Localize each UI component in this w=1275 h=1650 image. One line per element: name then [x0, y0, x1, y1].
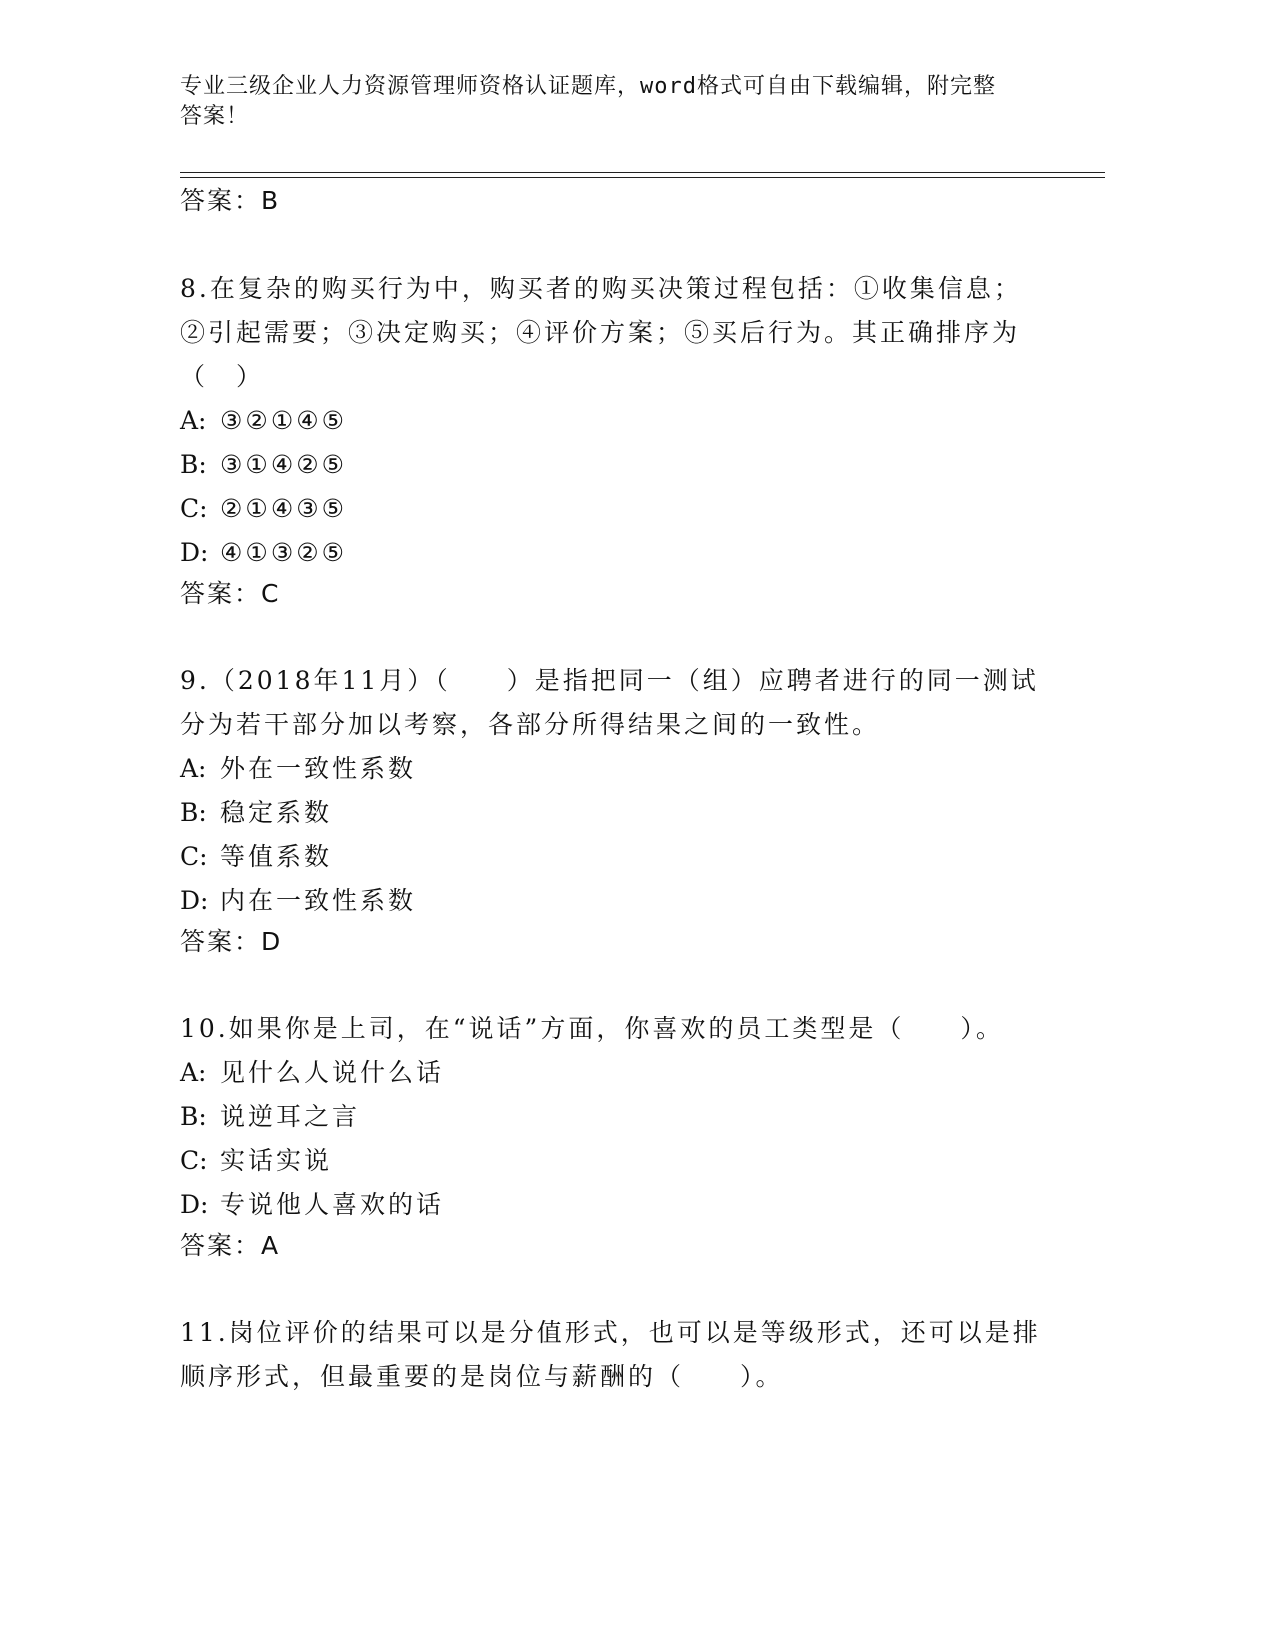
option-text: 说逆耳之言 [220, 1102, 361, 1131]
option-label: B: [180, 1102, 207, 1131]
question-10-option-a [180, 1051, 1060, 1095]
option-text: 内在一致性系数 [220, 886, 417, 915]
question-9-line-2: 分为若干部分加以考察，各部分所得结果之间的一致性。 [180, 710, 881, 739]
question-11 [180, 1311, 1060, 1399]
question-9-option-d [180, 879, 1060, 923]
option-label: B: [180, 798, 207, 827]
answer-q8: 答案：C [180, 579, 281, 608]
option-label: A: [180, 754, 207, 783]
question-11-line-2: 顺序形式，但最重要的是岗位与薪酬的（ ）。 [180, 1362, 784, 1391]
question-8-line-2: ②引起需要；③决定购买；④评价方案；⑤买后行为。其正确排序为 [180, 318, 1021, 347]
option-text: 等值系数 [220, 842, 333, 871]
option-label: C: [180, 1146, 208, 1175]
question-10-line-1: 10.如果你是上司，在“说话”方面，你喜欢的员工类型是（ ）。 [180, 1014, 1004, 1043]
header-rule-top [180, 172, 1105, 173]
document-header [180, 72, 1050, 132]
option-text: 外在一致性系数 [220, 754, 417, 783]
option-text: ③①④②⑤ [220, 450, 348, 479]
option-text: ④①③②⑤ [220, 538, 348, 567]
header-line-1: 专业三级企业人力资源管理师资格认证题库，word格式可自由下载编辑，附完整 [180, 74, 996, 99]
question-10-option-b [180, 1095, 1060, 1139]
option-text: 稳定系数 [220, 798, 333, 827]
question-8-line-3: （ ） [180, 362, 265, 391]
option-label: C: [180, 494, 208, 523]
question-9-line-1: 9.（2018年11月）（ ）是指把同一（组）应聘者进行的同一测试 [180, 666, 1039, 695]
question-8-option-b [180, 443, 1060, 487]
question-8-option-a [180, 399, 1060, 443]
option-text: ③②①④⑤ [220, 406, 348, 435]
question-9 [180, 659, 1060, 923]
question-11-line-1: 11.岗位评价的结果可以是分值形式，也可以是等级形式，还可以是排 [180, 1318, 1041, 1347]
option-text: 实话实说 [220, 1146, 333, 1175]
option-label: B: [180, 450, 207, 479]
option-label: D: [180, 1190, 209, 1219]
question-8-option-c [180, 487, 1060, 531]
option-text: ②①④③⑤ [220, 494, 348, 523]
question-9-option-a [180, 747, 1060, 791]
header-line-2: 答案！ [180, 104, 250, 129]
question-10 [180, 1007, 1060, 1227]
answer-q7: 答案：B [180, 186, 281, 215]
question-9-option-b [180, 791, 1060, 835]
question-10-option-d [180, 1183, 1060, 1227]
option-text: 专说他人喜欢的话 [220, 1190, 445, 1219]
question-8 [180, 267, 1060, 575]
option-label: A: [180, 406, 207, 435]
option-text: 见什么人说什么话 [220, 1058, 445, 1087]
answer-q10: 答案：A [180, 1231, 281, 1260]
question-8-option-d [180, 531, 1060, 575]
question-8-line-1: 8.在复杂的购买行为中，购买者的购买决策过程包括：①收集信息； [180, 274, 1022, 303]
option-label: C: [180, 842, 208, 871]
option-label: D: [180, 538, 209, 567]
answer-q9: 答案：D [180, 927, 283, 956]
question-9-option-c [180, 835, 1060, 879]
option-label: A: [180, 1058, 207, 1087]
question-10-option-c [180, 1139, 1060, 1183]
option-label: D: [180, 886, 209, 915]
header-rule-bottom [180, 177, 1105, 178]
